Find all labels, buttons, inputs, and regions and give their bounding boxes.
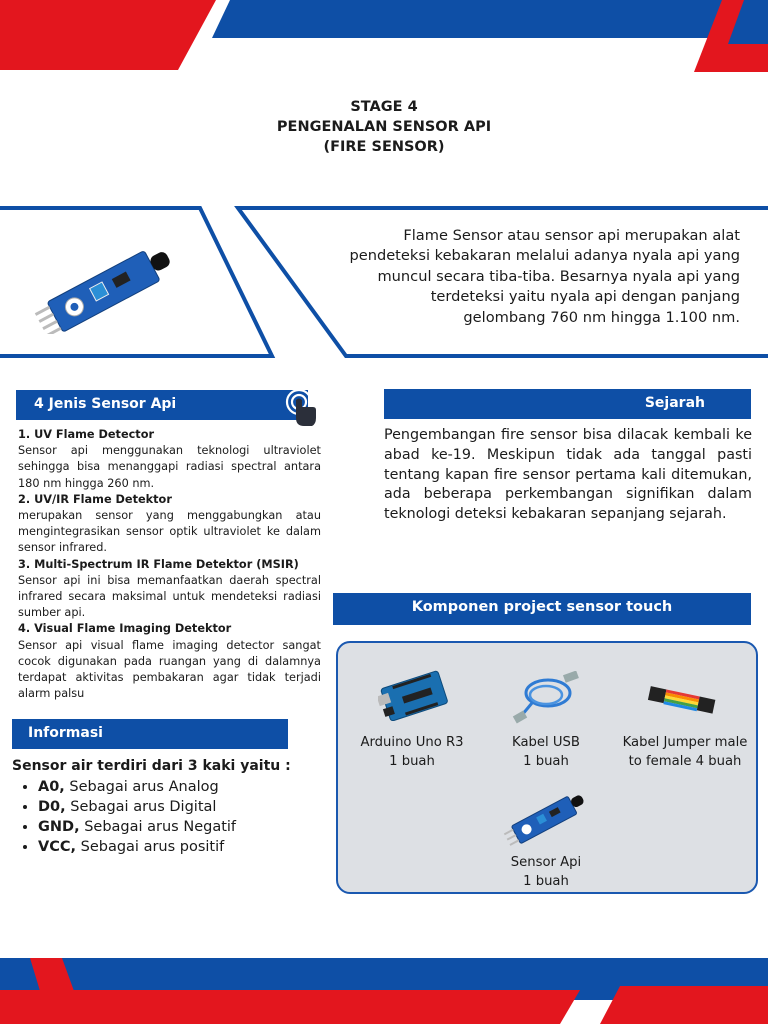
pin-desc: Sebagai arus Digital (65, 799, 217, 815)
component-name: Kabel Jumper male (622, 735, 748, 750)
pins-title: Sensor air terdiri dari 3 kaki yaitu : (12, 758, 291, 774)
sensor-types-list (18, 427, 321, 702)
history-heading: Sejarah (644, 395, 705, 411)
types-heading: 4 Jenis Sensor Api (34, 396, 177, 412)
components-heading: Komponen project sensor touch (411, 599, 673, 615)
intro-line: gelombang 760 nm hingga 1.100 nm. (463, 308, 740, 326)
subtitle-label: (FIRE SENSOR) (323, 139, 445, 155)
list-item (38, 837, 236, 857)
type-body: Sensor api menggunakan teknologi ultraviolet sehingga bisa menanggapi radiasi spectral antara 180 nm hingga 260 nm. (18, 444, 321, 490)
pin-desc: Sebagai arus Analog (64, 779, 219, 795)
component-qty: 1 buah (523, 754, 569, 769)
flame-sensor-icon (500, 785, 592, 851)
stage-label: STAGE 4 (350, 99, 418, 115)
flame-sensor-image (28, 234, 188, 334)
intro-line: Flame Sensor atau sensor api merupakan alat (403, 227, 740, 244)
component-caption (338, 733, 486, 771)
list-item (38, 817, 236, 837)
pin-desc: Sebagai arus Negatif (79, 819, 237, 835)
intro-line: pendeteksi kebakaran melalui adanya nyala api yang (349, 247, 740, 265)
info-heading: Informasi (28, 725, 103, 741)
type-title: 4. Visual Flame Imaging Detektor (18, 622, 232, 636)
type-title: 1. UV Flame Detector (18, 428, 155, 441)
component-name: Sensor Api (510, 855, 582, 870)
info-heading-bar (12, 719, 288, 749)
component-name: Arduino Uno R3 (360, 735, 464, 750)
title-label: PENGENALAN SENSOR API (276, 119, 492, 135)
component-qty: 1 buah (523, 874, 569, 889)
history-heading-bar (384, 389, 751, 419)
pin-name: GND, (38, 819, 80, 835)
component-caption (610, 733, 760, 771)
list-item (38, 777, 236, 797)
touch-hand-icon (284, 388, 320, 428)
type-body: Sensor api ini bisa memanfaatkan daerah spectral infrared secara maksimal untuk mendeteksi radiasi sumber api. (18, 573, 321, 620)
pin-name: VCC, (38, 839, 77, 855)
pin-name: D0, (38, 799, 66, 815)
arduino-board-icon (378, 669, 450, 721)
type-title: 3. Multi-Spectrum IR Flame Detektor (MSIR) (18, 557, 299, 571)
types-heading-bar (16, 390, 308, 420)
components-box (336, 641, 758, 894)
history-text: Pengembangan fire sensor bisa dilacak kembali ke abad ke-19. Meskipun tidak ada tanggal pasti tentang kapan fire sensor pertama kali ditemukan, ada beberapa perkembangan signifikan dalam teknologi deteksi kebakaran sepanjang sejarah. (384, 427, 752, 523)
intro-line: muncul secara tiba-tiba. Besarnya nyala api yang (377, 267, 740, 285)
intro-text (300, 226, 740, 328)
page-title (0, 97, 768, 157)
intro-line: terdeteksi yaitu nyala api dengan panjang (430, 288, 740, 306)
jumper-cable-icon (644, 683, 720, 723)
component-name: Kabel USB (512, 735, 580, 750)
type-title: 2. UV/IR Flame Detektor (18, 492, 172, 506)
components-heading-bar (333, 593, 751, 625)
usb-cable-icon (510, 671, 586, 725)
type-body: merupakan sensor yang menggabungkan atau mengintegrasikan sensor optik ultraviolet ke dalam sensor infrared. (18, 509, 321, 555)
type-body: Sensor api visual flame imaging detector sangat cocok digunakan pada ruangan yang di dalamnya terdapat aktivitas pembakaran agar tidak terjadi alarm palsu (18, 638, 321, 701)
component-caption (476, 853, 616, 891)
pin-desc: Sebagai arus positif (76, 839, 225, 855)
component-name-2: to female 4 buah (628, 754, 742, 769)
component-qty: 1 buah (389, 754, 435, 769)
pin-name: A0, (38, 779, 65, 795)
component-caption (476, 733, 616, 771)
pins-list (16, 777, 236, 857)
list-item (38, 797, 236, 817)
